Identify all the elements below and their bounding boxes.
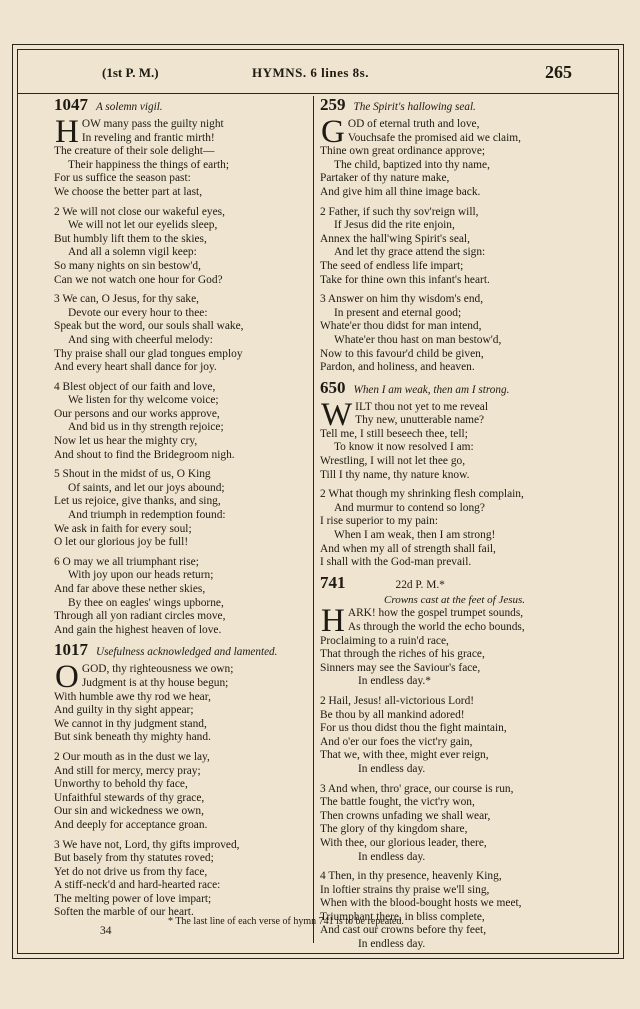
verse-line: O let our glorious joy be full! <box>54 536 189 549</box>
verse-line: When I am weak, then I am strong! <box>334 529 496 542</box>
verse-line: In endless day.* <box>358 675 431 688</box>
verse-line: That we, with thee, might ever reign, <box>320 749 489 762</box>
hymn-heading <box>54 640 310 663</box>
verse-line: 3 We have not, Lord, thy gifts improved, <box>54 838 240 851</box>
hymn-heading <box>320 95 572 118</box>
verse-line: We ask in faith for every soul; <box>54 522 192 535</box>
stanza-2 <box>320 488 572 570</box>
stanza-1 <box>54 663 310 745</box>
verse-line: And cast our crowns before thy feet, <box>320 924 487 937</box>
verse-line: And far above these nether skies, <box>54 583 206 595</box>
verse-line: By thee on eagles' wings upborne, <box>68 596 224 609</box>
drop-cap: G <box>321 118 345 150</box>
running-header <box>17 62 619 88</box>
verse-line: Be thou by all mankind adored! <box>320 708 465 721</box>
verse-line: And triumph in redemption found: <box>68 509 226 522</box>
verse-line: And give him all thine image back. <box>320 185 481 198</box>
stanza-1 <box>320 401 572 483</box>
stanza-6 <box>54 556 310 638</box>
verse-line: Yet do not drive us from thy face, <box>54 865 208 878</box>
hymn-meter: 22d P. M.* <box>395 578 445 591</box>
hymn-subject: Crowns cast at the feet of Jesus. <box>384 593 526 606</box>
verse-line: ARK! how the gospel trumpet sounds, <box>347 607 524 620</box>
verse-line: 3 We can, O Jesus, for thy sake, <box>54 293 200 306</box>
verse-line: Unfaithful stewards of thy grace, <box>54 791 205 804</box>
verse-line: Whate'er thou didst for man intend, <box>320 320 482 333</box>
verse-line: Of saints, and let our joys abound; <box>68 481 225 494</box>
verse-line: A stiff-neck'd and hard-hearted race: <box>54 879 221 892</box>
hymn-1017 <box>54 640 310 920</box>
verse-line: 2 What though my shrinking flesh complain, <box>320 488 524 501</box>
verse-line: Vouchsafe the promised aid we claim, <box>347 131 521 144</box>
stanza-3 <box>320 293 572 375</box>
verse-line: Then crowns unfading we shall wear, <box>320 809 491 822</box>
left-column <box>54 95 310 926</box>
verse-line: And murmur to contend so long? <box>334 501 485 514</box>
hymn-subject: Usefulness acknowledged and lamented. <box>96 646 278 659</box>
hymn-subject: When I am weak, then am I strong. <box>353 383 510 396</box>
verse-line: When with the blood-bought hosts we meet, <box>320 897 522 910</box>
verse-line: GOD, thy righteousness we own; <box>81 663 234 676</box>
verse-line: Judgment is at thy house begun; <box>81 676 229 689</box>
hymn-1047 <box>54 95 310 637</box>
stanza-2 <box>320 695 572 777</box>
verse-line: Speak but the word, our souls shall wake, <box>54 320 244 333</box>
verse-line: The creature of their sole delight— <box>54 145 215 158</box>
verse-line: If Jesus did the rite enjoin, <box>334 219 455 232</box>
verse-line: And o'er our foes the vict'ry gain, <box>320 735 473 748</box>
verse-line: I shall with the God-man prevail. <box>320 556 472 569</box>
header-title: HYMNS. 6 lines 8s. <box>252 65 369 80</box>
verse-line: 5 Shout in the midst of us, O King <box>54 468 211 481</box>
verse-line: OD of eternal truth and love, <box>347 118 480 130</box>
verse-line: I rise superior to my pain: <box>320 515 438 528</box>
stanza-3 <box>320 783 572 865</box>
hymn-650 <box>320 377 572 570</box>
verse-line: And deeply for acceptance groan. <box>54 818 208 831</box>
verse-line: 4 Blest object of our faith and love, <box>54 380 216 393</box>
hymn-number: 650 <box>320 377 346 397</box>
verse-line: As through the world the echo bounds, <box>347 621 525 633</box>
stanza-1 <box>320 607 572 689</box>
verse-line: 4 Then, in thy presence, heavenly King, <box>320 870 502 883</box>
verse-line: The glory of thy kingdom share, <box>320 823 468 836</box>
verse-line: Thine own great ordinance approve; <box>320 145 486 158</box>
verse-line: Pardon, and holiness, and heaven. <box>320 361 475 374</box>
verse-line: Triumphant there, in bliss complete, <box>320 910 485 923</box>
verse-line: Our sin and wickedness we own, <box>54 805 204 818</box>
verse-line: But basely from thy statutes roved; <box>54 852 214 865</box>
hymn-subject: A solemn vigil. <box>96 101 163 113</box>
verse-line: That through the riches of his grace, <box>320 648 485 661</box>
verse-line: And gain the highest heaven of love. <box>54 623 222 636</box>
stanza-2 <box>54 206 310 288</box>
verse-line: But humbly lift them to the skies, <box>54 232 207 245</box>
verse-line: And sing with cheerful melody: <box>68 333 213 346</box>
verse-line: Now to this favour'd child be given, <box>320 347 484 360</box>
verse-line: Thy new, unutterable name? <box>355 414 485 427</box>
verse-line: Soften the marble of our heart. <box>54 906 194 919</box>
verse-line: Proclaiming to a ruin'd race, <box>320 634 449 647</box>
verse-line: Take for thine own this infant's heart. <box>320 273 490 286</box>
verse-line: We will not let our eyelids sleep, <box>68 219 218 232</box>
hymn-heading <box>320 572 572 596</box>
verse-line: And still for mercy, mercy pray; <box>54 764 201 777</box>
verse-line: 2 We will not close our wakeful eyes, <box>54 205 225 218</box>
drop-cap: H <box>321 607 345 640</box>
footnote: * The last line of each verse of hymn 741 is to be repeated. <box>168 916 404 927</box>
verse-line: 6 O may we all triumphant rise; <box>54 555 199 568</box>
hymn-259 <box>320 95 572 375</box>
stanza-1 <box>320 118 572 200</box>
header-meter: (1st P. M.) <box>102 65 159 80</box>
hymn-number: 1017 <box>54 640 88 660</box>
verse-line: The seed of endless life impart; <box>320 259 464 272</box>
drop-cap: H <box>55 118 79 150</box>
verse-line: We cannot in thy judgment stand, <box>54 717 207 730</box>
hymn-heading <box>320 377 572 401</box>
verse-line: Wrestling, I will not let thee go, <box>320 455 466 468</box>
verse-line: We choose the better part at last, <box>54 185 203 198</box>
stanza-2 <box>320 206 572 288</box>
column-rule <box>313 96 314 943</box>
verse-line: Annex the hall'wing Spirit's seal, <box>320 232 470 245</box>
verse-line: Our persons and our works approve, <box>54 407 220 420</box>
verse-line: With humble awe thy rod we hear, <box>54 690 211 703</box>
verse-line: Now let us hear the mighty cry, <box>54 435 198 448</box>
verse-line: And when my all of strength shall fail, <box>320 542 496 555</box>
verse-line: To know it now resolved I am: <box>334 441 474 454</box>
verse-line: OW many pass the guilty night <box>81 118 224 130</box>
verse-line: So many nights on sin bestow'd, <box>54 259 201 272</box>
verse-line: Can we not watch one hour for God? <box>54 273 223 286</box>
verse-line: ILT thou not yet to me reveal <box>355 400 489 413</box>
drop-cap: W <box>321 400 353 433</box>
stanza-5 <box>54 468 310 550</box>
verse-line: In present and eternal good; <box>334 306 462 319</box>
verse-line: The battle fought, the vict'ry won, <box>320 796 475 809</box>
hymn-number: 1047 <box>54 95 88 114</box>
verse-line: 2 Father, if such thy sov'reign will, <box>320 205 479 218</box>
verse-line: And bid us in thy strength rejoice; <box>68 421 224 434</box>
hymn-number: 259 <box>320 95 346 114</box>
verse-line: The child, baptized into thy name, <box>334 158 490 171</box>
page-number: 265 <box>545 62 572 82</box>
drop-cap: O <box>55 663 79 696</box>
verse-line: We listen for thy welcome voice; <box>68 394 219 407</box>
verse-line: For us thou didst thou the fight maintain, <box>320 722 507 735</box>
verse-line: Unworthy to behold thy face, <box>54 778 188 791</box>
right-column <box>320 95 572 958</box>
stanza-3 <box>54 293 310 375</box>
stanza-4 <box>320 870 572 952</box>
verse-line: 3 Answer on him thy wisdom's end, <box>320 293 484 306</box>
verse-line: Through all yon radiant circles move, <box>54 610 226 623</box>
verse-line: The melting power of love impart; <box>54 892 212 905</box>
verse-line: Their happiness the things of earth; <box>68 158 230 171</box>
stanza-3 <box>54 839 310 921</box>
stanza-4 <box>54 381 310 463</box>
verse-line: And every heart shall dance for joy. <box>54 361 217 374</box>
verse-line: In loftier strains thy praise we'll sing, <box>320 883 490 896</box>
verse-line: Till I thy name, thy nature know. <box>320 468 470 481</box>
verse-line: In reveling and frantic mirth! <box>81 131 215 144</box>
verse-line: But sink beneath thy mighty hand. <box>54 731 211 744</box>
verse-line: Thy praise shall our glad tongues employ <box>54 347 243 360</box>
verse-line: Whate'er thou hast on man bestow'd, <box>334 333 502 346</box>
stanza-2 <box>54 751 310 833</box>
verse-line: In endless day. <box>358 762 426 775</box>
signature-mark: 34 <box>100 925 112 937</box>
verse-line: And guilty in thy sight appear; <box>54 704 194 717</box>
verse-line: 2 Our mouth as in the dust we lay, <box>54 750 210 763</box>
stanza-1 <box>54 118 310 200</box>
verse-line: And let thy grace attend the sign: <box>334 246 486 259</box>
verse-line: Devote our every hour to thee: <box>68 306 208 319</box>
verse-line: In endless day. <box>358 938 426 951</box>
verse-line: Sinners may see the Saviour's face, <box>320 661 481 674</box>
verse-line: Tell me, I still beseech thee, tell; <box>320 427 468 440</box>
verse-line: Partaker of thy nature make, <box>320 172 450 185</box>
verse-line: 2 Hail, Jesus! all-victorious Lord! <box>320 694 475 707</box>
verse-line: 3 And when, thro' grace, our course is run, <box>320 782 514 795</box>
hymn-subject: The Spirit's hallowing seal. <box>353 101 476 113</box>
verse-line: With joy upon our heads return; <box>68 569 214 582</box>
header-rule <box>17 93 619 94</box>
verse-line: With thee, our glorious leader, there, <box>320 836 487 849</box>
hymn-number: 741 <box>320 572 346 592</box>
verse-line: For us suffice the season past: <box>54 172 191 185</box>
verse-line: And shout to find the Bridegroom nigh. <box>54 448 235 461</box>
verse-line: Let us rejoice, give thanks, and sing, <box>54 495 221 508</box>
hymn-741 <box>320 572 572 952</box>
verse-line: In endless day. <box>358 850 426 863</box>
verse-line: And all a solemn vigil keep: <box>68 246 197 259</box>
hymn-heading <box>54 95 310 118</box>
